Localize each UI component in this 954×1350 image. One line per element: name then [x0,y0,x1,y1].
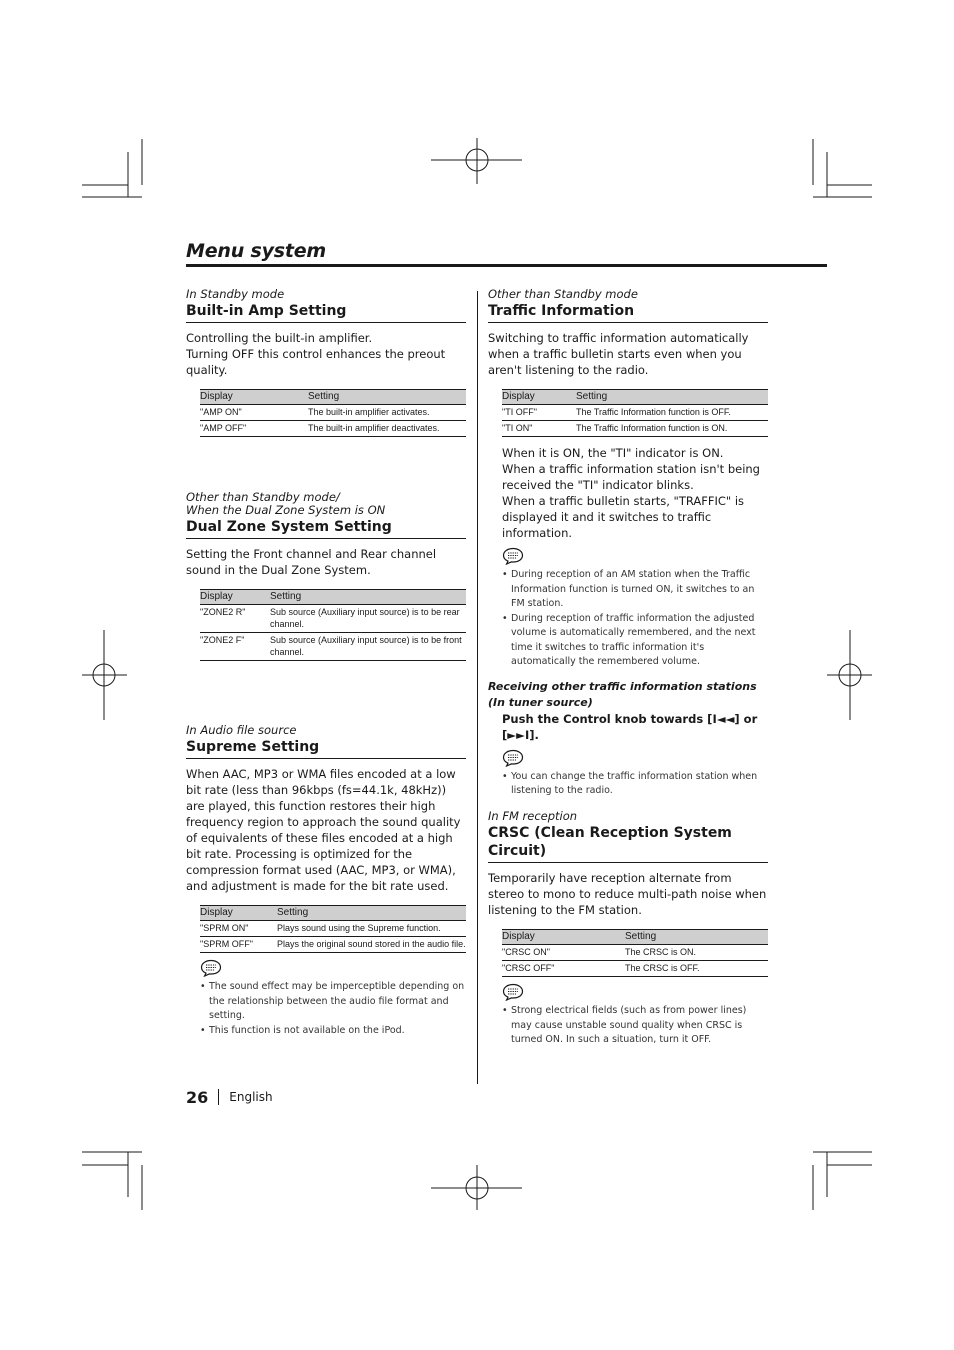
section-title: Traffic Information [488,302,768,323]
note-icon [200,959,222,977]
table-row: "AMP OFF" The built-in amplifier deactivates. [200,421,466,437]
table-header-display: Display [200,390,308,405]
traffic-section [488,288,768,799]
page-number: 26 [186,1087,209,1107]
section-title: Built-in Amp Setting [186,302,466,323]
notes-list [502,770,768,799]
footer-separator [218,1089,219,1105]
table-header-display: Display [502,390,576,405]
table-header-setting: Setting [277,906,466,921]
table-header-setting: Setting [576,390,768,405]
table-row: "AMP ON" The built-in amplifier activates. [200,405,466,421]
builtin-amp-table [200,389,466,437]
crsc-section [488,810,768,1048]
table-row: "CRSC OFF" The CRSC is OFF. [502,961,768,977]
table-header-display: Display [502,930,625,945]
page-footer [186,1086,273,1108]
page-title: Menu system [186,240,327,262]
crsc-table [502,929,768,977]
dual-zone-table [200,589,466,661]
table-row: "ZONE2 F" Sub source (Auxiliary input source) is to be front channel. [200,633,466,661]
column-divider [477,291,478,1084]
table-header-setting: Setting [625,930,768,945]
table-header-setting: Setting [270,590,466,605]
traffic-table [502,389,768,437]
title-rule [186,264,827,267]
table-row: "TI OFF" The Traffic Information function is OFF. [502,405,768,421]
table-header-setting: Setting [308,390,466,405]
supreme-table [200,905,466,953]
language-label: English [229,1090,273,1104]
section-description: When AAC, MP3 or WMA files encoded at a low bit rate (less than 96kbps (fs=44.1k, 48kHz)) are played, this function restores their high frequency region to approach the sound quality of equivalents of these files encoded at a high bit rate. Processing is optimized for the compression format used (AAC, MP3, or WMA), and adjustment is made for the bit rate used. [186,767,461,893]
section-title: CRSC (Clean Reception System Circuit) [488,824,768,863]
note-icon [502,547,524,565]
list-item: • You can change the traffic information station when listening to the radio. [502,770,768,799]
section-description: Temporarily have reception alternate from stereo to mono to reduce multi-path noise when listening to the FM station. [488,871,767,917]
list-item: • During reception of traffic information the adjusted volume is automatically remembered, and the next time it switches to traffic information it's automatically the remembered volume. [502,612,768,670]
section-description: Switching to traffic information automatically when a traffic bulletin starts even when you aren't listening to the radio. [488,331,749,377]
instruction: Push the Control knob towards [I◄◄] or [►►I]. [502,711,758,742]
builtin-amp-section [186,288,466,437]
supreme-section [186,724,466,1038]
notes-list [502,568,768,670]
table-row: "SPRM OFF" Plays the original sound stored in the audio file. [200,937,466,953]
dual-zone-section [186,491,466,661]
section-context: In Audio file source [186,723,297,737]
section-description: Setting the Front channel and Rear channel sound in the Dual Zone System. [186,547,437,577]
list-item: • This function is not available on the iPod. [200,1024,466,1039]
section-context: Other than Standby mode [488,287,638,301]
table-row: "SPRM ON" Plays sound using the Supreme function. [200,921,466,937]
section-context: In FM reception [488,809,578,823]
list-item: • Strong electrical fields (such as from power lines) may cause unstable sound quality when CRSC is turned ON. In such a situation, turn it OFF. [502,1004,768,1048]
note-icon [502,983,524,1001]
section-title: Dual Zone System Setting [186,518,466,539]
note-icon [502,749,524,767]
table-row: "TI ON" The Traffic Information function is ON. [502,421,768,437]
section-description: Controlling the built-in amplifier. Turning OFF this control enhances the preout quality. [186,331,446,377]
list-item: • During reception of an AM station when the Traffic Information function is turned ON, it switches to an FM station. [502,568,768,612]
sub-heading: Receiving other traffic information stations (In tuner source) [488,679,757,709]
traffic-details: When it is ON, the "TI" indicator is ON. When a traffic information station isn't being received the "TI" indicator blinks. When a traffic bulletin starts, "TRAFFIC" is displayed it and it switches to traffic information. [502,446,760,540]
list-item: • The sound effect may be imperceptible depending on the relationship between the audio file format and setting. [200,980,466,1024]
section-title: Supreme Setting [186,738,466,759]
table-row: "CRSC ON" The CRSC is ON. [502,945,768,961]
table-header-display: Display [200,590,270,605]
table-row: "ZONE2 R" Sub source (Auxiliary input source) is to be rear channel. [200,605,466,633]
notes-list [502,1004,768,1048]
section-context: In Standby mode [186,287,285,301]
section-context: Other than Standby mode/ When the Dual Zone System is ON [186,490,386,517]
notes-list [200,980,466,1038]
table-header-display: Display [200,906,277,921]
